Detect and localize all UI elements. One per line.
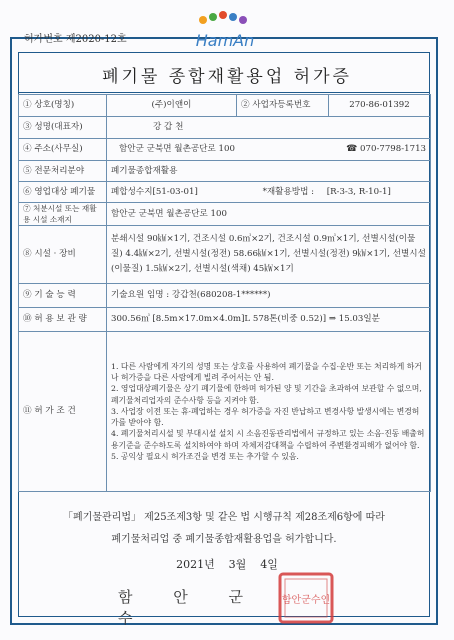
condition-item: 5. 공익상 필요시 허가조건을 변경 또는 추가할 수 있음. [111, 452, 299, 462]
trade-name-value: (주)이앤이 [107, 95, 237, 117]
equipment-label: ⑧ 시설 · 장비 [19, 226, 107, 284]
storage-label: ⑩ 허 용 보 관 량 [19, 308, 107, 332]
seal-text: 함안군수인 [281, 595, 331, 606]
phone-icon: ☎ [346, 143, 358, 154]
row-field [19, 161, 431, 182]
technician-label: ⑨ 기 술 능 력 [19, 284, 107, 308]
phone-number: ☎ 070-7798-1713 [346, 143, 426, 154]
trade-name-label: ① 상호(명칭) [19, 95, 107, 117]
storage-value: 300.56㎥ [8.5m×17.0m×4.0m]L 578톤(비중 0.52)] ⇒ 15.03일분 [107, 308, 431, 332]
condition-item: 4. 폐기물처리시설 및 부대시설 설치 시 소음진동관리법에서 규정하고 있는 소음·진동 배출허용기준을 준수하도록 설치하여야 하며 자체저감대책을 수립하여 주변환경피해가 없어야 함. [111, 429, 425, 450]
issuer-name: 함 안 군 수 [118, 588, 262, 627]
representative-label: ③ 성명(대표자) [19, 117, 107, 139]
condition-item: 2. 영업대상폐기물은 상기 폐기물에 한하며 허가된 양 및 기간을 초과하여 보관할 수 없으며, 폐기물처리업자의 준수사항 등을 지켜야 함. [111, 384, 422, 405]
facility-location-label: ⑦ 처분시설 또는 재활용 시설 소재지 [19, 203, 107, 226]
conditions-list [107, 332, 431, 492]
facility-location-value: 함안군 군북면 월촌공단로 100 [107, 203, 431, 226]
address-value [107, 139, 431, 161]
row-conditions [19, 332, 431, 492]
permit-number: 허가번호 제2020-12호 [24, 34, 127, 45]
haman-logo [190, 6, 260, 58]
recycle-method-value: [R-3-3, R-10-1] [326, 186, 391, 197]
waste-code: 폐합성수지[51-03-01] [111, 186, 198, 197]
representative-value: 강 갑 천 [107, 117, 431, 139]
legal-basis-line: 「폐기물관리법」 제25조제3항 및 같은 법 시행규칙 제28조제6항에 따라 [63, 512, 385, 523]
conditions-label: ⑪ 허 가 조 건 [19, 332, 107, 492]
biz-reg-value: 270-86-01392 [329, 95, 431, 117]
row-storage [19, 308, 431, 332]
issue-date: 2021년 3월 4일 [176, 558, 278, 571]
address-text: 함안군 군북면 월촌공단로 100 [119, 143, 235, 154]
permit-form-table [18, 94, 431, 492]
logo-text: HamAn [195, 31, 255, 50]
row-trade-name [19, 95, 431, 117]
row-equipment [19, 226, 431, 284]
technician-value: 기술요원 임명 : 강갑천(680208-1******) [107, 284, 431, 308]
condition-item: 3. 사업장 이전 또는 휴·폐업하는 경우 허가증을 자진 반납하고 변경사항 발생시에는 변경허가를 받아야 함. [111, 406, 420, 428]
recycle-method-label: *재활용방법 : [262, 186, 314, 197]
row-facility-location [19, 203, 431, 226]
field-label: ⑤ 전문처리분야 [19, 161, 107, 182]
field-value: 폐기물종합재활용 [107, 161, 431, 182]
row-address [19, 139, 431, 161]
official-seal [278, 572, 334, 624]
permit-statement: 폐기물처리업 중 폐기물종합재활용업을 허가합니다. [111, 534, 337, 545]
biz-reg-label: ② 사업자등록번호 [237, 95, 329, 117]
condition-item: 1. 다른 사람에게 자기의 성명 또는 상호를 사용하여 폐기물을 수집·운반 또는 처리하게 하거나 허가증을 다른 사람에게 빌려 주어서는 안 됨. [111, 361, 422, 382]
row-representative [19, 117, 431, 139]
row-waste [19, 182, 431, 203]
waste-value [107, 182, 431, 203]
row-technician [19, 284, 431, 308]
equipment-value: 분쇄시설 90㎾×1기, 건조시설 0.6㎥×2기, 건조시설 0.9㎥×1기, 선별시설(이물질) 4.4㎾×2기, 선별시설(정전) 58.66㎾×1기, 선별시설(정전) 9㎾×1기, 선별시설(이물질) 1.5㎾×2기, 선별시설(색채) 45㎾×1기 [107, 226, 431, 284]
address-label: ④ 주소(사무실) [19, 139, 107, 161]
title-rule [18, 92, 430, 93]
waste-label: ⑥ 영업대상 폐기물 [19, 182, 107, 203]
document-title: 폐기물 종합재활용업 허가증 [102, 67, 352, 87]
